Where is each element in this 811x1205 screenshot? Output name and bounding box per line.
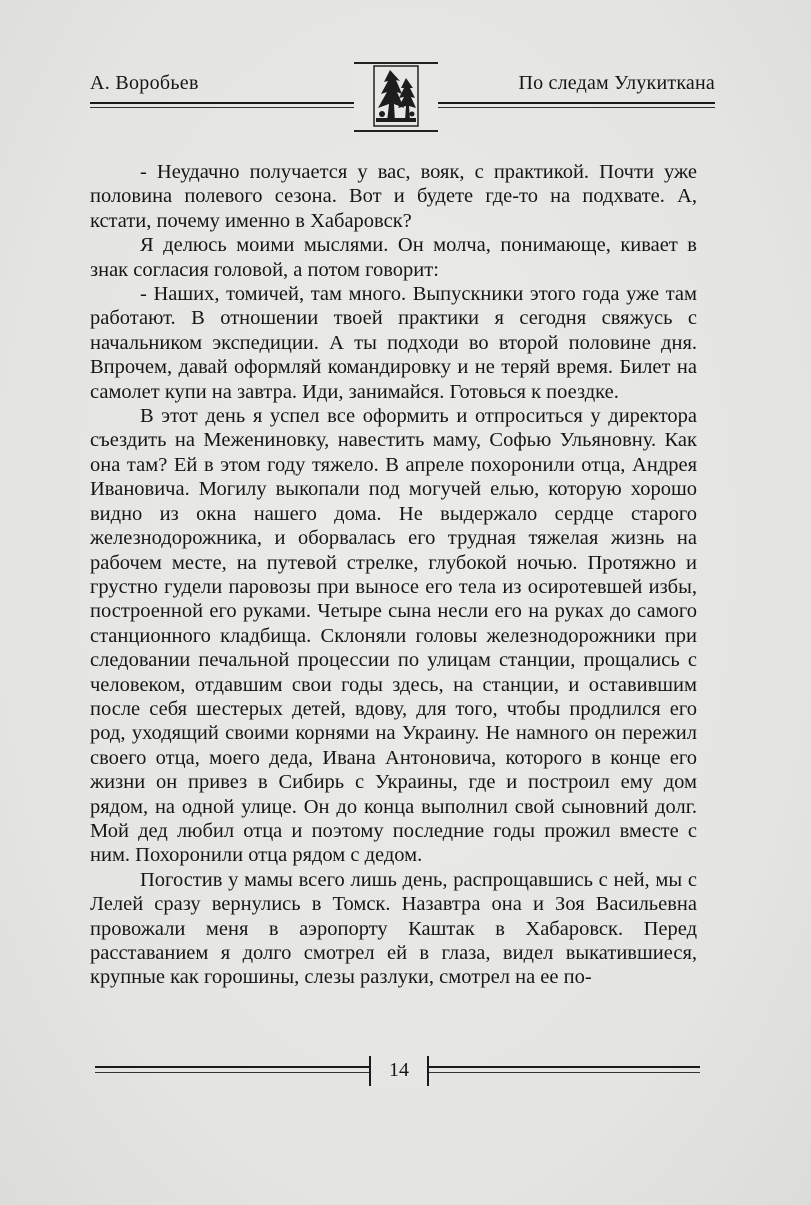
header-rule-left — [90, 102, 354, 104]
paragraph-3: - Наших, томичей, там много. Выпускники этого года уже там работают. В отношении твоей практики я сегодня свяжусь с начальником экспедиции. А ты подходи во второй половине дня. Впрочем, давай оформляй командировку и не теряй время. Билет на самолет купи на завтра. Иди, занимайся. Готовься к поездке. — [90, 283, 697, 403]
paragraph-2: Я делюсь моими мыслями. Он молча, понимающе, кивает в знак согласия головой, а потом говорит: — [90, 234, 697, 281]
header-rule-right-thin — [438, 107, 715, 108]
footer-rule-left-thin — [95, 1072, 369, 1073]
running-header — [90, 62, 715, 122]
page-number: 14 — [389, 1059, 409, 1081]
page-number-box — [369, 1056, 429, 1086]
footer-rule-left — [95, 1066, 369, 1068]
header-rule-left-thin — [90, 107, 354, 108]
footer-rule-right — [429, 1066, 700, 1068]
paragraph-4: В этот день я успел все оформить и отпроситься у директора съездить на Межениновку, навестить маму, Софью Ульяновну. Как она там? Ей в этом году тяжело. В апреле похоронили отца, Андрея Ивановича. Могилу выкопали под могучей елью, которую хорошо видно из окна нашего дома. Не выдержало сердце старого железнодорожника, и оборвалась его трудная тяжелая жизнь на рабочем месте, на путевой стрелке, глубокой ночью. Протяжно и грустно гудели паровозы при выносе его тела из осиротевшей избы, построенной его руками. Четыре сына несли его на руках до самого станционного кладбища. Склоняли головы железнодорожники при следовании печальной процессии по улицам станции, прощались с человеком, отдавшим свои годы здесь, на станции, и оставившим после себя шестерых детей, вдову, для того, чтобы продлился его род, уходящий своими корнями на Украину. Не намного он пережил своего отца, моего деда, Ивана Антоновича, которого в конце его жизни он привез в Сибирь с Украины, где и построил ему дом рядом, на одной улице. Он до конца выполнил свой сыновний долг. Мой дед любил отца и поэтому последние годы прожил вместе с ним. Похоронили отца рядом с дедом. — [90, 405, 697, 867]
header-rule-right — [438, 102, 715, 104]
pine-tree-emblem-icon — [354, 62, 438, 132]
paragraph-1: - Неудачно получается у вас, вояк, с практикой. Почти уже половина полевого сезона. Вот и будете где-то на подхвате. А, кстати, почему именно в Хабаровск? — [90, 161, 697, 232]
header-book-title: По следам Улукиткана — [518, 72, 715, 94]
body-text — [90, 160, 697, 990]
footer-rule-right-thin — [429, 1072, 700, 1073]
page-footer — [95, 1052, 700, 1092]
header-author: А. Воробьев — [90, 72, 199, 94]
paragraph-5: Погостив у мамы всего лишь день, распрощавшись с ней, мы с Лелей сразу вернулись в Томск. Назавтра она и Зоя Васильевна провожали меня в аэропорту Каштак в Хабаровск. Перед расставанием я долго смотрел ей в глаза, видел выкатившиеся, крупные как горошины, слезы разлуки, смотрел на ее по- — [90, 868, 697, 989]
